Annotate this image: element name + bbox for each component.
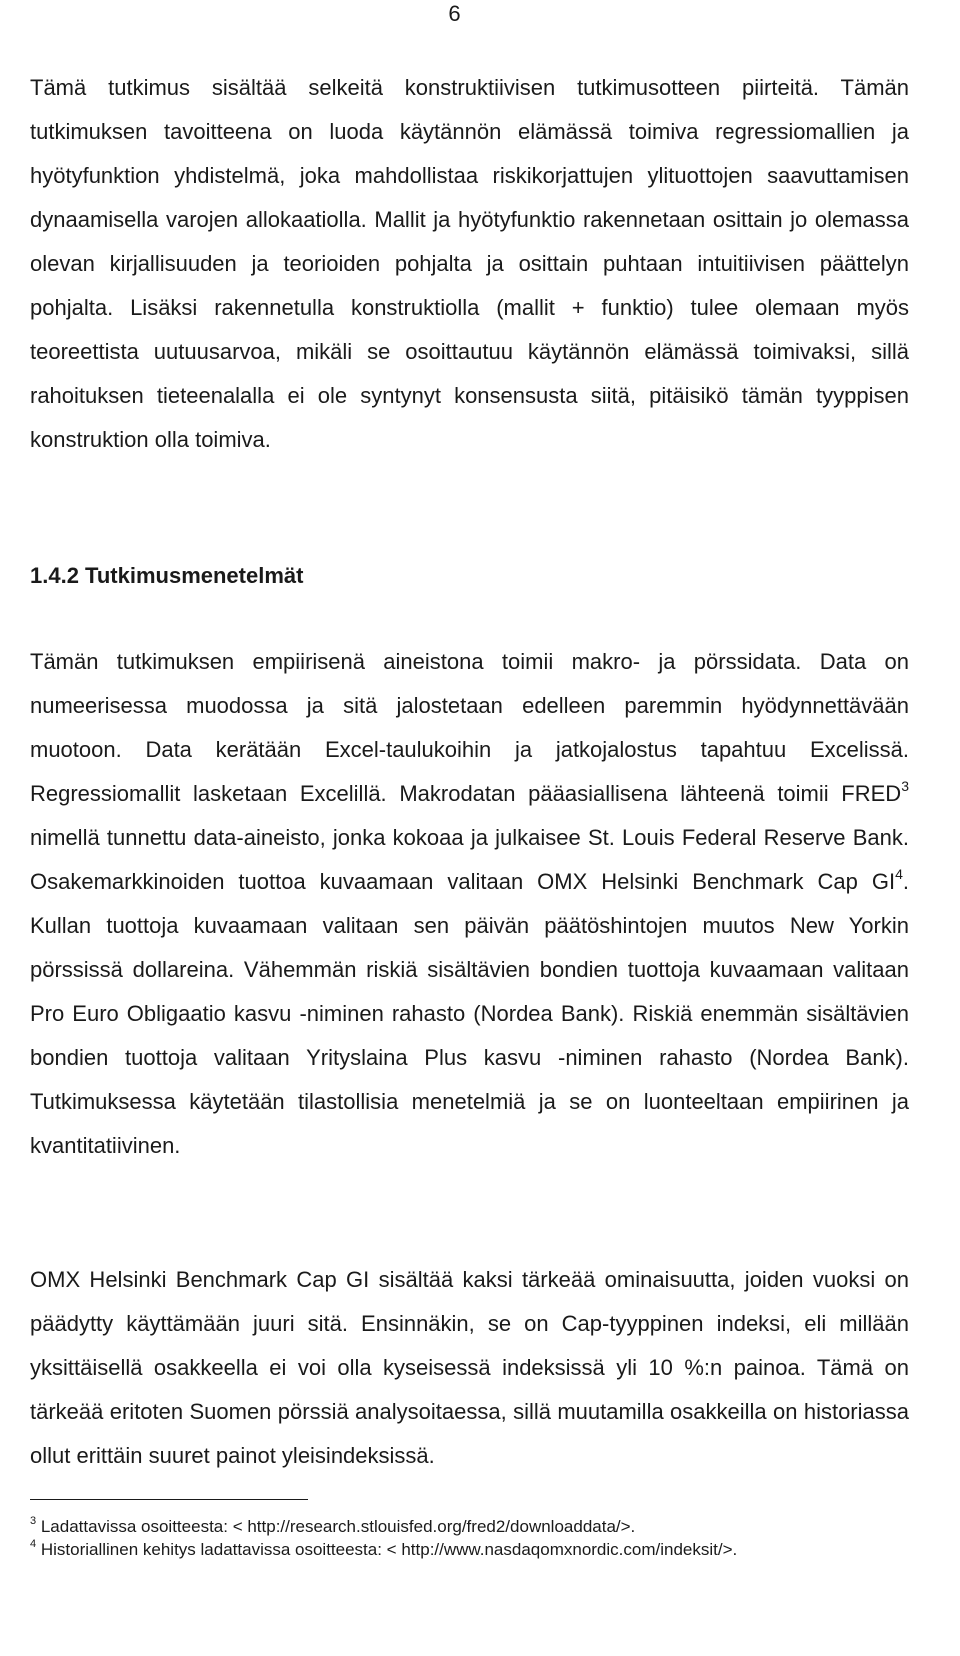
paragraph-intro: Tämä tutkimus sisältää selkeitä konstruktiivisen tutkimusotteen piirteitä. Tämän tutkimuksen tavoitteena on luoda käytännön elämässä toimiva regressiomallien ja hyötyfunktion yhdistelmä, joka mahdollistaa riskikorjattujen ylituottojen saavuttamisen dynaamisella varojen allokaatiolla. Mallit ja hyötyfunktio rakennetaan osittain jo olemassa olevan kirjallisuuden ja teorioiden pohjalta ja osittain puhtaan intuitiivisen päättelyn pohjalta. Lisäksi rakennetulla konstruktiolla (mallit + funktio) tulee olemaan myös teoreettista uutuusarvoa, mikäli se osoittautuu käytännön elämässä toimivaksi, sillä rahoituksen tieteenalalla ei ole syntynyt konsensusta siitä, pitäisikö tämän tyyppisen konstruktion olla toimiva. [30,75,909,452]
footnote-mark: 4 [30,1538,37,1550]
section-heading: 1.4.2 Tutkimusmenetelmät [30,563,304,588]
footnote-mark: 3 [30,1515,37,1527]
page-number: 6 [448,1,461,26]
footnote-separator [30,1499,308,1500]
footnote-3 [30,1515,930,1539]
footnote-ref-3[interactable]: 3 [901,778,909,794]
paragraph-methods-part1: Tämän tutkimuksen empiirisenä aineistona toimii makro- ja pörssidata. Data on numeerisessa muodossa ja sitä jalostetaan edelleen paremmin hyödynnettävään muotoon. Data kerätään Excel-taulukoihin ja jatkojalostus tapahtuu Excelissä. Regressiomallit lasketaan Excelillä. Makrodatan pääasiallisena lähteenä toimii FRED [30,649,909,806]
paragraph-methods [30,640,909,1168]
paragraph-methods-part3: . Kullan tuottoja kuvaamaan valitaan sen päivän päätöshintojen muutos New Yorkin pörssissä dollareina. Vähemmän riskiä sisältävien bondien tuottoja kuvaamaan valitaan Pro Euro Obligaatio kasvu -niminen rahasto (Nordea Bank). Riskiä enemmän sisältävien bondien tuottoja valitaan Yrityslaina Plus kasvu -niminen rahasto (Nordea Bank). Tutkimuksessa käytetään tilastollisia menetelmiä ja se on luonteeltaan empiirinen ja kvantitatiivinen. [30,869,909,1158]
footnote-4 [30,1538,930,1562]
footnote-ref-4[interactable]: 4 [895,866,903,882]
footnote-text: Historiallinen kehitys ladattavissa osoitteesta: < http://www.nasdaqomxnordic.com/indeksit/>. [36,1540,738,1559]
paragraph-methods-part2: nimellä tunnettu data-aineisto, jonka kokoaa ja julkaisee St. Louis Federal Reserve Bank. Osakemarkkinoiden tuottoa kuvaamaan valitaan OMX Helsinki Benchmark Cap GI [30,825,909,894]
paragraph-index: OMX Helsinki Benchmark Cap GI sisältää kaksi tärkeää ominaisuutta, joiden vuoksi on päädytty käyttämään juuri sitä. Ensinnäkin, se on Cap-tyyppinen indeksi, eli millään yksittäisellä osakkeella ei voi olla kyseisessä indeksissä yli 10 %:n painoa. Tämä on tärkeää eritoten Suomen pörssiä analysoitaessa, sillä muutamilla osakkeilla on historiassa ollut erittäin suuret painot yleisindeksissä. [30,1267,909,1468]
footnote-text: Ladattavissa osoitteesta: < http://research.stlouisfed.org/fred2/downloaddata/>. [36,1517,636,1536]
